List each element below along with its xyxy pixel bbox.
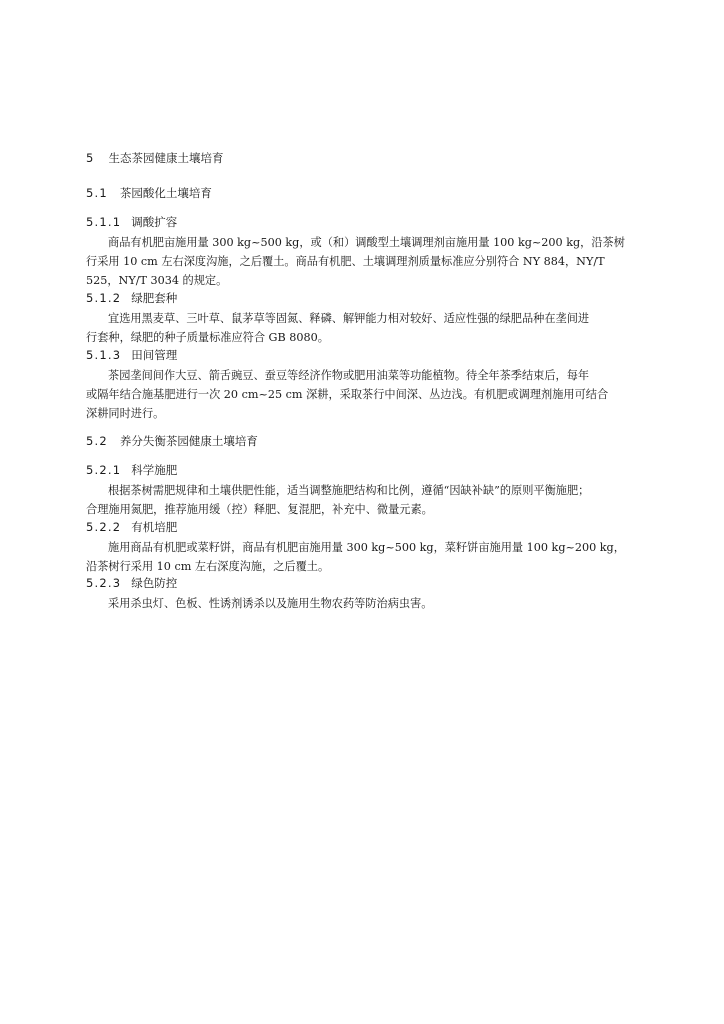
paragraph-5-1-2: [86, 309, 658, 347]
paragraph-line: 茶园垄间间作大豆、箭舌豌豆、蚕豆等经济作物或肥用油菜等功能植物。待全年茶季结束后，每年: [108, 369, 590, 382]
paragraph-line: 合理施用氮肥，推荐施用缓（控）释肥、复混肥，补充中、微量元素。: [86, 503, 433, 516]
section-number: 5.2.3: [86, 576, 122, 590]
paragraph-line: 行采用 10 cm 左右深度沟施，之后覆土。商品有机肥、土壤调理剂质量标准应分别符合 NY 884，NY/T: [86, 255, 605, 268]
paragraph-line: 采用杀虫灯、色板、性诱剂诱杀以及施用生物农药等防治病虫害。: [108, 597, 433, 610]
section-number: 5.2.2: [86, 520, 122, 534]
section-title: 绿色防控: [131, 576, 178, 590]
section-title: 绿肥套种: [131, 291, 178, 305]
paragraph-5-1-1: [86, 233, 658, 290]
paragraph-5-2-3: [86, 594, 658, 613]
section-heading-5-1-2: [86, 291, 177, 305]
paragraph-line: 或隔年结合施基肥进行一次 20 cm~25 cm 深耕，采取茶行中间深、丛边浅。有机肥或调理剂施用可结合: [86, 388, 609, 401]
section-heading-5-2-1: [86, 463, 177, 477]
paragraph-line: 宜选用黑麦草、三叶草、鼠茅草等固氮、释磷、解钾能力相对较好、适应性强的绿肥品种在垄间进: [108, 312, 590, 325]
section-number: 5.1.1: [86, 215, 122, 229]
section-number: 5.2.1: [86, 463, 122, 477]
paragraph-line: 施用商品有机肥或菜籽饼，商品有机肥亩施用量 300 kg~500 kg，菜籽饼亩施用量 100 kg~200 kg，: [108, 541, 625, 554]
paragraph-line: 商品有机肥亩施用量 300 kg~500 kg，或（和）调酸型土壤调理剂亩施用量 100 kg~200 kg，沿茶树: [108, 236, 625, 249]
section-title: 调酸扩容: [131, 215, 178, 229]
paragraph-line: 深耕同时进行。: [86, 407, 165, 420]
section-title: 茶园酸化土壤培育: [119, 186, 212, 200]
section-title: 科学施肥: [131, 463, 178, 477]
paragraph-5-1-3: [86, 366, 658, 423]
section-number: 5.1: [86, 186, 108, 200]
section-heading-5-2: [86, 434, 258, 448]
section-title: 养分失衡茶园健康土壤培育: [119, 434, 258, 448]
paragraph-5-2-1: [86, 481, 658, 519]
section-number: 5.1.3: [86, 348, 122, 362]
section-heading-5-1: [86, 186, 212, 200]
paragraph-line: 行套种，绿肥的种子质量标准应符合 GB 8080。: [86, 331, 329, 344]
paragraph-5-2-2: [86, 538, 658, 576]
paragraph-line: 沿茶树行采用 10 cm 左右深度沟施，之后覆土。: [86, 560, 330, 573]
paragraph-line: 525，NY/T 3034 的规定。: [86, 274, 228, 287]
section-number: 5.1.2: [86, 291, 122, 305]
section-heading-5-2-3: [86, 576, 177, 590]
section-title: 有机培肥: [131, 520, 178, 534]
section-title: 生态茶园健康土壤培育: [108, 151, 224, 165]
section-title: 田间管理: [131, 348, 178, 362]
paragraph-line: 根据茶树需肥规律和土壤供肥性能，适当调整施肥结构和比例，遵循“因缺补缺”的原则平衡施肥；: [108, 484, 590, 497]
section-heading-5: [86, 151, 224, 165]
section-heading-5-1-1: [86, 215, 177, 229]
section-number: 5: [86, 151, 95, 165]
section-number: 5.2: [86, 434, 108, 448]
section-heading-5-2-2: [86, 520, 177, 534]
section-heading-5-1-3: [86, 348, 177, 362]
